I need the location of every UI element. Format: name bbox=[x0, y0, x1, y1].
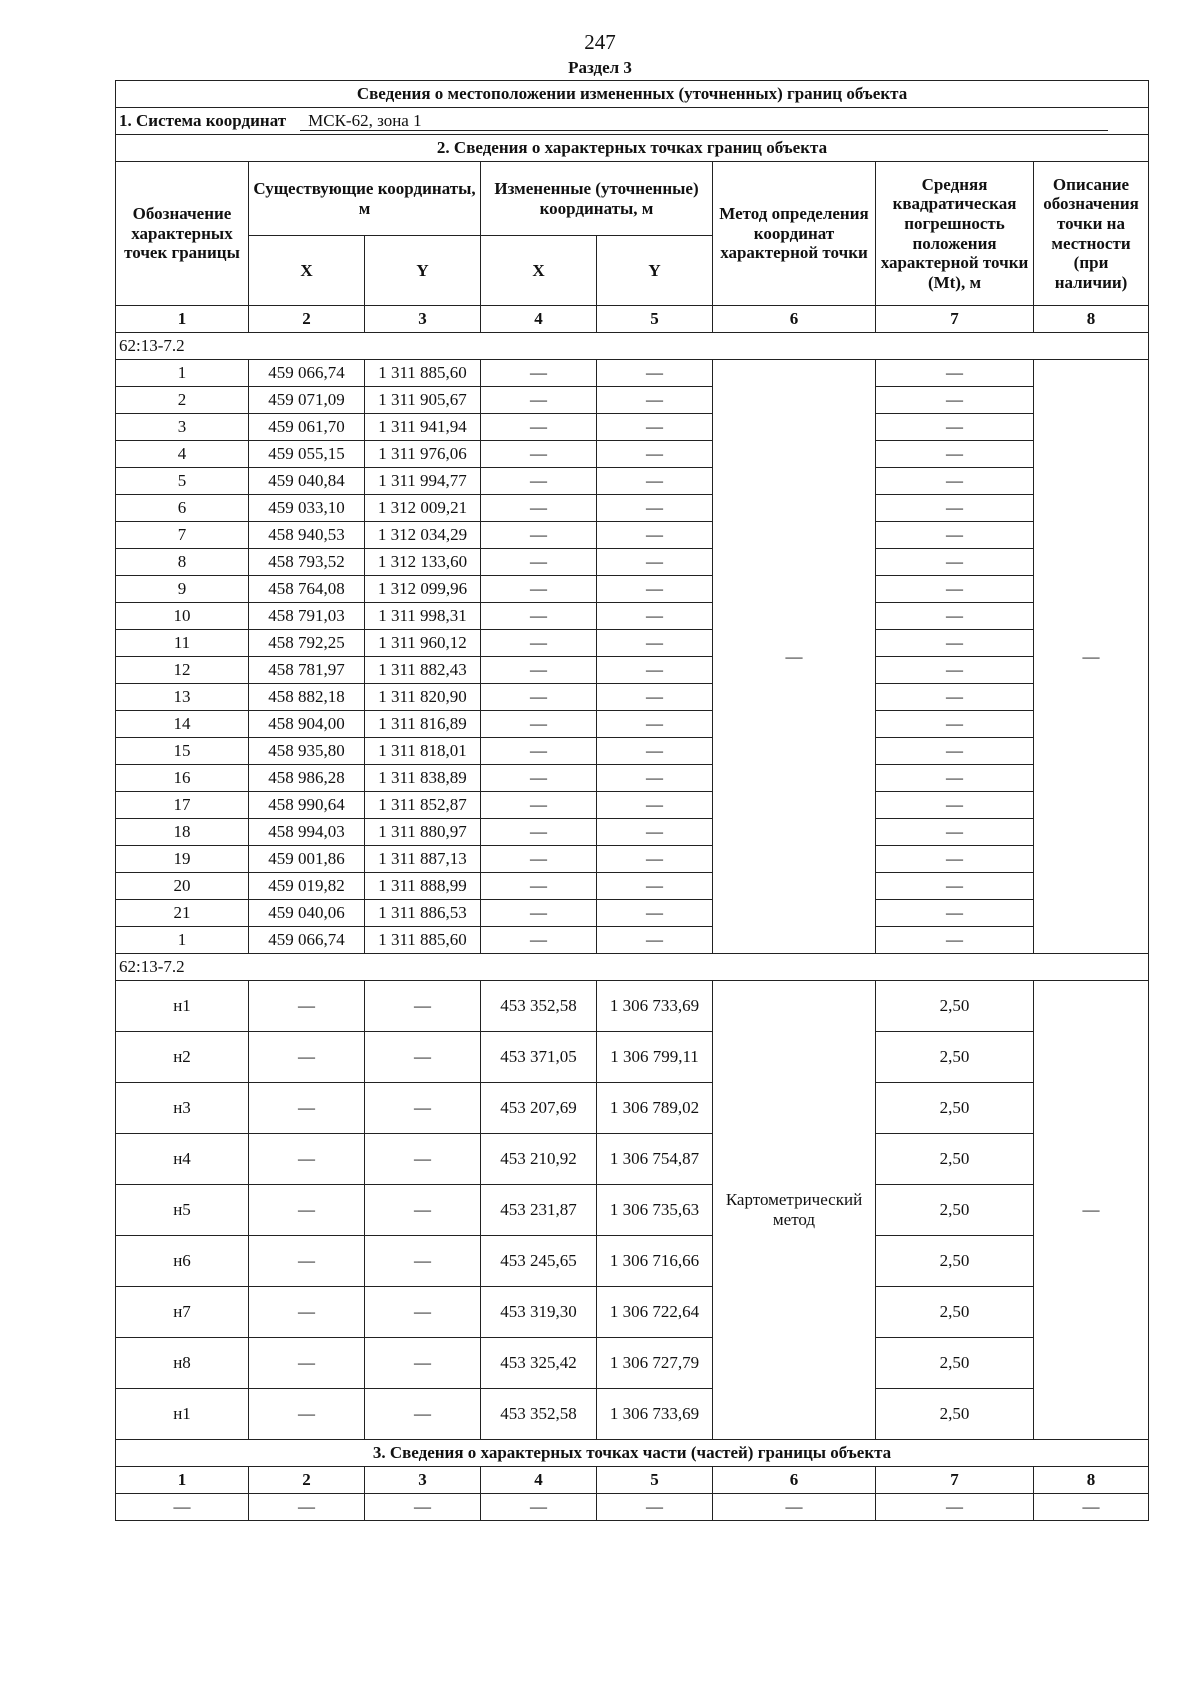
existing-x: 459 055,15 bbox=[249, 441, 365, 468]
table-row bbox=[116, 846, 1149, 873]
changed-x: — bbox=[481, 630, 597, 657]
existing-x: 458 792,25 bbox=[249, 630, 365, 657]
part3-empty-cell: — bbox=[365, 1494, 481, 1521]
table-row bbox=[116, 360, 1149, 387]
changed-y: — bbox=[597, 819, 713, 846]
changed-x: — bbox=[481, 360, 597, 387]
existing-y: 1 311 887,13 bbox=[365, 846, 481, 873]
table-row bbox=[116, 792, 1149, 819]
error-cell: — bbox=[876, 549, 1034, 576]
column-number-7: 7 bbox=[876, 306, 1034, 333]
changed-y: — bbox=[597, 603, 713, 630]
changed-x: 453 352,58 bbox=[481, 1389, 597, 1440]
error-cell: — bbox=[876, 873, 1034, 900]
existing-y: 1 311 960,12 bbox=[365, 630, 481, 657]
table-row bbox=[116, 900, 1149, 927]
changed-x: — bbox=[481, 522, 597, 549]
point-number: 1 bbox=[116, 927, 249, 954]
part3-empty-cell: — bbox=[481, 1494, 597, 1521]
point-number: 12 bbox=[116, 657, 249, 684]
existing-x: 458 935,80 bbox=[249, 738, 365, 765]
changed-y: — bbox=[597, 495, 713, 522]
changed-x: — bbox=[481, 549, 597, 576]
changed-y: — bbox=[597, 846, 713, 873]
table-row bbox=[116, 414, 1149, 441]
header-changed-coords: Измененные (уточненные) координаты, м bbox=[481, 162, 713, 236]
changed-y: — bbox=[597, 360, 713, 387]
existing-x: — bbox=[249, 1134, 365, 1185]
existing-x: — bbox=[249, 1083, 365, 1134]
existing-y: 1 312 034,29 bbox=[365, 522, 481, 549]
error-cell: 2,50 bbox=[876, 1032, 1034, 1083]
changed-x: 453 325,42 bbox=[481, 1338, 597, 1389]
description-cell: — bbox=[1034, 981, 1149, 1440]
page-number: 247 bbox=[584, 30, 616, 54]
error-cell: — bbox=[876, 711, 1034, 738]
existing-x: — bbox=[249, 1185, 365, 1236]
changed-y: — bbox=[597, 900, 713, 927]
error-cell: — bbox=[876, 387, 1034, 414]
part3-empty-cell: — bbox=[1034, 1494, 1149, 1521]
existing-y: — bbox=[365, 1287, 481, 1338]
error-cell: — bbox=[876, 792, 1034, 819]
point-number: н1 bbox=[116, 981, 249, 1032]
point-number: н7 bbox=[116, 1287, 249, 1338]
existing-x: 458 940,53 bbox=[249, 522, 365, 549]
table-row bbox=[116, 765, 1149, 792]
part3-column-number-6: 6 bbox=[713, 1467, 876, 1494]
group2-label: 62:13-7.2 bbox=[116, 954, 1149, 981]
part3-title: 3. Сведения о характерных точках части (частей) границы объекта bbox=[116, 1440, 1149, 1467]
existing-x: — bbox=[249, 1236, 365, 1287]
point-number: 16 bbox=[116, 765, 249, 792]
part3-empty-cell: — bbox=[876, 1494, 1034, 1521]
existing-x: 459 071,09 bbox=[249, 387, 365, 414]
error-cell: — bbox=[876, 603, 1034, 630]
existing-y: 1 311 885,60 bbox=[365, 927, 481, 954]
existing-x: 459 040,06 bbox=[249, 900, 365, 927]
existing-x: 458 986,28 bbox=[249, 765, 365, 792]
error-cell: — bbox=[876, 684, 1034, 711]
error-cell: — bbox=[876, 900, 1034, 927]
error-cell: 2,50 bbox=[876, 1236, 1034, 1287]
existing-y: 1 311 886,53 bbox=[365, 900, 481, 927]
error-cell: — bbox=[876, 522, 1034, 549]
part3-column-number-4: 4 bbox=[481, 1467, 597, 1494]
changed-y: — bbox=[597, 522, 713, 549]
existing-y: 1 311 838,89 bbox=[365, 765, 481, 792]
changed-x: — bbox=[481, 414, 597, 441]
column-number-3: 3 bbox=[365, 306, 481, 333]
changed-y: 1 306 716,66 bbox=[597, 1236, 713, 1287]
existing-x: — bbox=[249, 1338, 365, 1389]
point-number: 1 bbox=[116, 360, 249, 387]
point-number: 6 bbox=[116, 495, 249, 522]
existing-y: 1 311 976,06 bbox=[365, 441, 481, 468]
group1-label: 62:13-7.2 bbox=[116, 333, 1149, 360]
changed-x: — bbox=[481, 495, 597, 522]
table-row bbox=[116, 684, 1149, 711]
part3-empty-cell: — bbox=[597, 1494, 713, 1521]
changed-y: — bbox=[597, 765, 713, 792]
point-number: н6 bbox=[116, 1236, 249, 1287]
existing-x: 458 781,97 bbox=[249, 657, 365, 684]
point-number: 3 bbox=[116, 414, 249, 441]
point-number: 13 bbox=[116, 684, 249, 711]
existing-x: 458 791,03 bbox=[249, 603, 365, 630]
point-number: н8 bbox=[116, 1338, 249, 1389]
changed-y: 1 306 727,79 bbox=[597, 1338, 713, 1389]
changed-y: — bbox=[597, 738, 713, 765]
changed-x: — bbox=[481, 873, 597, 900]
column-number-5: 5 bbox=[597, 306, 713, 333]
existing-x: 459 066,74 bbox=[249, 360, 365, 387]
column-number-1: 1 bbox=[116, 306, 249, 333]
table-row bbox=[116, 603, 1149, 630]
changed-y: — bbox=[597, 657, 713, 684]
error-cell: 2,50 bbox=[876, 981, 1034, 1032]
changed-x: 453 245,65 bbox=[481, 1236, 597, 1287]
table-row bbox=[116, 1083, 1149, 1134]
existing-x: 459 066,74 bbox=[249, 927, 365, 954]
point-number: 15 bbox=[116, 738, 249, 765]
changed-x: — bbox=[481, 765, 597, 792]
changed-y: — bbox=[597, 684, 713, 711]
error-cell: — bbox=[876, 360, 1034, 387]
table-row bbox=[116, 1389, 1149, 1440]
existing-x: 459 040,84 bbox=[249, 468, 365, 495]
point-number: 14 bbox=[116, 711, 249, 738]
point-number: н1 bbox=[116, 1389, 249, 1440]
existing-y: — bbox=[365, 1236, 481, 1287]
changed-x: — bbox=[481, 792, 597, 819]
existing-y: — bbox=[365, 1185, 481, 1236]
existing-x: 459 033,10 bbox=[249, 495, 365, 522]
table-row bbox=[116, 1287, 1149, 1338]
part3-column-number-5: 5 bbox=[597, 1467, 713, 1494]
table-row bbox=[116, 657, 1149, 684]
changed-y: — bbox=[597, 387, 713, 414]
error-cell: 2,50 bbox=[876, 1185, 1034, 1236]
existing-y: — bbox=[365, 981, 481, 1032]
table-row bbox=[116, 576, 1149, 603]
existing-y: 1 311 880,97 bbox=[365, 819, 481, 846]
header-existing-y: Y bbox=[365, 236, 481, 306]
error-cell: — bbox=[876, 738, 1034, 765]
error-cell: — bbox=[876, 576, 1034, 603]
table-row bbox=[116, 1236, 1149, 1287]
error-cell: — bbox=[876, 765, 1034, 792]
existing-x: 458 990,64 bbox=[249, 792, 365, 819]
table-row bbox=[116, 549, 1149, 576]
error-cell: 2,50 bbox=[876, 1287, 1034, 1338]
header-point-designation: Обозначение характерных точек границы bbox=[116, 162, 249, 306]
table-row bbox=[116, 711, 1149, 738]
changed-x: 453 352,58 bbox=[481, 981, 597, 1032]
existing-x: 458 764,08 bbox=[249, 576, 365, 603]
error-cell: 2,50 bbox=[876, 1134, 1034, 1185]
part3-title-row bbox=[116, 1440, 1149, 1467]
error-cell: — bbox=[876, 414, 1034, 441]
table-row bbox=[116, 1134, 1149, 1185]
table-row bbox=[116, 873, 1149, 900]
changed-y: 1 306 754,87 bbox=[597, 1134, 713, 1185]
header-existing-coords: Существующие координаты, м bbox=[249, 162, 481, 236]
point-number: 8 bbox=[116, 549, 249, 576]
header-changed-x: X bbox=[481, 236, 597, 306]
existing-y: 1 311 998,31 bbox=[365, 603, 481, 630]
column-numbers-row bbox=[116, 306, 1149, 333]
existing-y: 1 311 816,89 bbox=[365, 711, 481, 738]
part3-empty-cell: — bbox=[116, 1494, 249, 1521]
changed-x: — bbox=[481, 819, 597, 846]
changed-y: 1 306 722,64 bbox=[597, 1287, 713, 1338]
existing-x: 459 019,82 bbox=[249, 873, 365, 900]
existing-y: 1 312 009,21 bbox=[365, 495, 481, 522]
existing-x: — bbox=[249, 981, 365, 1032]
boundary-table bbox=[115, 80, 1149, 1521]
table-row bbox=[116, 468, 1149, 495]
changed-y: — bbox=[597, 549, 713, 576]
header-changed-y: Y bbox=[597, 236, 713, 306]
changed-y: 1 306 789,02 bbox=[597, 1083, 713, 1134]
point-number: 7 bbox=[116, 522, 249, 549]
changed-y: 1 306 799,11 bbox=[597, 1032, 713, 1083]
existing-x: 458 882,18 bbox=[249, 684, 365, 711]
header-method: Метод определения координат характерной точки bbox=[713, 162, 876, 306]
table-row bbox=[116, 1032, 1149, 1083]
error-cell: 2,50 bbox=[876, 1389, 1034, 1440]
table-row bbox=[116, 1338, 1149, 1389]
changed-y: — bbox=[597, 927, 713, 954]
point-number: 11 bbox=[116, 630, 249, 657]
existing-y: 1 311 885,60 bbox=[365, 360, 481, 387]
existing-y: 1 311 994,77 bbox=[365, 468, 481, 495]
section-title: Раздел 3 bbox=[568, 58, 632, 77]
error-cell: — bbox=[876, 495, 1034, 522]
error-cell: — bbox=[876, 468, 1034, 495]
changed-x: 453 231,87 bbox=[481, 1185, 597, 1236]
existing-y: 1 311 882,43 bbox=[365, 657, 481, 684]
changed-y: 1 306 735,63 bbox=[597, 1185, 713, 1236]
part3-column-number-2: 2 bbox=[249, 1467, 365, 1494]
header-description: Описание обозначения точки на местности (при наличии) bbox=[1034, 162, 1149, 306]
point-number: 2 bbox=[116, 387, 249, 414]
part3-empty-cell: — bbox=[713, 1494, 876, 1521]
changed-x: — bbox=[481, 684, 597, 711]
point-number: 20 bbox=[116, 873, 249, 900]
changed-y: — bbox=[597, 414, 713, 441]
group-label-row bbox=[116, 954, 1149, 981]
changed-y: — bbox=[597, 792, 713, 819]
table-row bbox=[116, 981, 1149, 1032]
error-cell: — bbox=[876, 441, 1034, 468]
point-number: 4 bbox=[116, 441, 249, 468]
changed-x: — bbox=[481, 738, 597, 765]
group-label-row bbox=[116, 333, 1149, 360]
table-row bbox=[116, 522, 1149, 549]
existing-y: — bbox=[365, 1389, 481, 1440]
existing-x: 458 793,52 bbox=[249, 549, 365, 576]
column-number-2: 2 bbox=[249, 306, 365, 333]
point-number: 19 bbox=[116, 846, 249, 873]
existing-y: 1 312 133,60 bbox=[365, 549, 481, 576]
point-number: н4 bbox=[116, 1134, 249, 1185]
changed-y: — bbox=[597, 711, 713, 738]
table-row bbox=[116, 441, 1149, 468]
table-row bbox=[116, 1185, 1149, 1236]
existing-y: 1 311 941,94 bbox=[365, 414, 481, 441]
existing-y: 1 311 888,99 bbox=[365, 873, 481, 900]
table-row bbox=[116, 630, 1149, 657]
part3-empty-cell: — bbox=[249, 1494, 365, 1521]
existing-y: 1 311 820,90 bbox=[365, 684, 481, 711]
coord-system-row bbox=[116, 108, 1149, 135]
error-cell: — bbox=[876, 819, 1034, 846]
existing-y: — bbox=[365, 1134, 481, 1185]
coord-system-label: 1. Система координат bbox=[119, 110, 287, 130]
existing-y: 1 311 818,01 bbox=[365, 738, 481, 765]
existing-x: 459 061,70 bbox=[249, 414, 365, 441]
error-cell: 2,50 bbox=[876, 1338, 1034, 1389]
table-row bbox=[116, 495, 1149, 522]
changed-x: — bbox=[481, 900, 597, 927]
existing-x: 459 001,86 bbox=[249, 846, 365, 873]
coord-system-value: МСК-62, зона 1 bbox=[308, 110, 422, 130]
changed-x: — bbox=[481, 387, 597, 414]
changed-x: 453 319,30 bbox=[481, 1287, 597, 1338]
point-number: н5 bbox=[116, 1185, 249, 1236]
method-cell: — bbox=[713, 360, 876, 954]
changed-x: — bbox=[481, 711, 597, 738]
existing-x: — bbox=[249, 1032, 365, 1083]
changed-y: 1 306 733,69 bbox=[597, 1389, 713, 1440]
changed-x: — bbox=[481, 657, 597, 684]
part3-column-number-7: 7 bbox=[876, 1467, 1034, 1494]
changed-x: — bbox=[481, 927, 597, 954]
error-cell: — bbox=[876, 927, 1034, 954]
changed-x: — bbox=[481, 846, 597, 873]
point-number: 5 bbox=[116, 468, 249, 495]
changed-x: — bbox=[481, 441, 597, 468]
changed-x: 453 371,05 bbox=[481, 1032, 597, 1083]
point-number: 18 bbox=[116, 819, 249, 846]
point-number: 21 bbox=[116, 900, 249, 927]
existing-y: 1 311 852,87 bbox=[365, 792, 481, 819]
table-row bbox=[116, 738, 1149, 765]
column-number-8: 8 bbox=[1034, 306, 1149, 333]
table-row bbox=[116, 927, 1149, 954]
header-error: Средняя квадратическая погрешность положения характерной точки (Mt), м bbox=[876, 162, 1034, 306]
point-number: н2 bbox=[116, 1032, 249, 1083]
changed-y: — bbox=[597, 441, 713, 468]
part3-column-number-1: 1 bbox=[116, 1467, 249, 1494]
table-row bbox=[116, 387, 1149, 414]
changed-y: — bbox=[597, 576, 713, 603]
existing-y: 1 312 099,96 bbox=[365, 576, 481, 603]
changed-y: — bbox=[597, 630, 713, 657]
error-cell: 2,50 bbox=[876, 1083, 1034, 1134]
point-number: н3 bbox=[116, 1083, 249, 1134]
part3-column-numbers-row bbox=[116, 1467, 1149, 1494]
point-number: 9 bbox=[116, 576, 249, 603]
existing-y: — bbox=[365, 1338, 481, 1389]
existing-x: 458 904,00 bbox=[249, 711, 365, 738]
point-number: 10 bbox=[116, 603, 249, 630]
existing-x: 458 994,03 bbox=[249, 819, 365, 846]
column-number-4: 4 bbox=[481, 306, 597, 333]
existing-y: — bbox=[365, 1032, 481, 1083]
description-cell: — bbox=[1034, 360, 1149, 954]
error-cell: — bbox=[876, 630, 1034, 657]
changed-y: — bbox=[597, 468, 713, 495]
changed-x: — bbox=[481, 603, 597, 630]
changed-y: — bbox=[597, 873, 713, 900]
part3-empty-row bbox=[116, 1494, 1149, 1521]
part3-column-number-3: 3 bbox=[365, 1467, 481, 1494]
table-row bbox=[116, 819, 1149, 846]
table-title: Сведения о местоположении измененных (уточненных) границ объекта bbox=[116, 81, 1149, 108]
header-existing-x: X bbox=[249, 236, 365, 306]
error-cell: — bbox=[876, 657, 1034, 684]
changed-y: 1 306 733,69 bbox=[597, 981, 713, 1032]
existing-x: — bbox=[249, 1287, 365, 1338]
existing-x: — bbox=[249, 1389, 365, 1440]
part3-column-number-8: 8 bbox=[1034, 1467, 1149, 1494]
changed-x: 453 207,69 bbox=[481, 1083, 597, 1134]
part2-title: 2. Сведения о характерных точках границ объекта bbox=[116, 135, 1149, 162]
point-number: 17 bbox=[116, 792, 249, 819]
existing-y: — bbox=[365, 1083, 481, 1134]
column-number-6: 6 bbox=[713, 306, 876, 333]
changed-x: — bbox=[481, 468, 597, 495]
method-cell: Картометрический метод bbox=[713, 981, 876, 1440]
existing-y: 1 311 905,67 bbox=[365, 387, 481, 414]
changed-x: 453 210,92 bbox=[481, 1134, 597, 1185]
error-cell: — bbox=[876, 846, 1034, 873]
changed-x: — bbox=[481, 576, 597, 603]
